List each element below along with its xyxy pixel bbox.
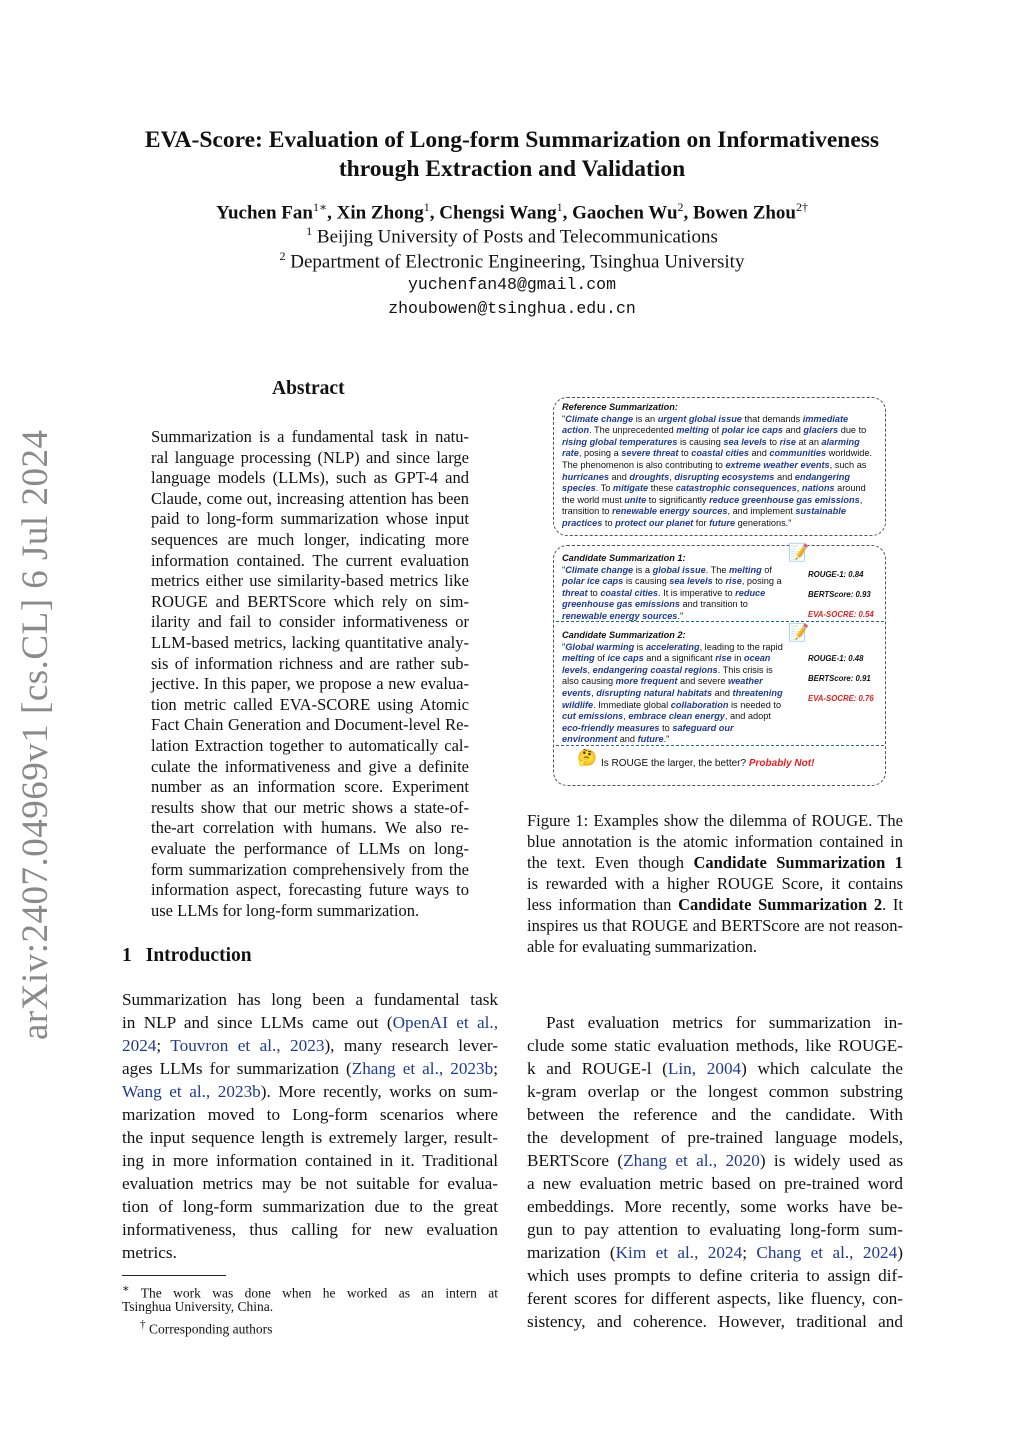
caption-line: inspires us that ROUGE and BERTScore are not reason- xyxy=(527,916,903,935)
notepad-icon: 📝 xyxy=(788,623,810,642)
affiliation-2 xyxy=(0,249,1024,273)
citation-link[interactable]: Chang et al., 2024 xyxy=(756,1243,898,1262)
abstract-line: information aspect, forecasting future ways to xyxy=(151,880,469,900)
body-line: ferent scores for different aspects, like fluency, con- xyxy=(527,1289,903,1308)
body-line xyxy=(527,1057,903,1080)
intro-line: metrics. xyxy=(122,1243,177,1262)
question-answer: Probably Not! xyxy=(748,758,815,769)
question-text: Is ROUGE the larger, the better? xyxy=(601,758,747,769)
affiliation-text: Beijing University of Posts and Telecommunications xyxy=(316,226,718,248)
question-separator xyxy=(556,745,884,746)
caption-line: is rewarded with a higher ROUGE Score, it contains xyxy=(527,874,903,893)
citation-link[interactable]: Wang et al., 2023b xyxy=(122,1082,261,1101)
candidate-separator xyxy=(556,621,884,622)
affiliation-sup: 1 xyxy=(306,224,313,238)
text-run: ) which calculate the xyxy=(741,1059,903,1078)
footnote-rule xyxy=(122,1275,226,1276)
c1-eva-score: EVA-SOCRE: 0.54 xyxy=(808,610,874,619)
abstract-line: jective. In this paper, we propose a new evalua- xyxy=(151,674,469,694)
text-run: marization ( xyxy=(527,1243,616,1262)
text-run: ) is widely used as xyxy=(759,1151,904,1170)
c2-eva-score: EVA-SOCRE: 0.76 xyxy=(808,694,874,703)
section-number: 1 xyxy=(122,945,132,966)
arxiv-identifier: arXiv:2407.04969v1 [cs.CL] 6 Jul 2024 xyxy=(15,429,56,1040)
abstract-line: ROUGE and BERTScore which rely on sim- xyxy=(151,591,469,611)
author-name: Yuchen Fan xyxy=(215,202,313,224)
caption-line xyxy=(527,894,903,915)
citation-link[interactable]: Lin, 2004 xyxy=(667,1059,742,1078)
footnote-mark: † xyxy=(140,1319,146,1331)
citation-link[interactable]: Zhang et al., 2023b xyxy=(351,1059,494,1078)
reference-text xyxy=(562,402,880,530)
intro-line xyxy=(122,1080,498,1103)
body-line xyxy=(527,1149,903,1172)
section-title: Introduction xyxy=(145,945,252,966)
citation-link[interactable]: OpenAI et al., xyxy=(392,1013,498,1032)
c2-bertscore: BERTScore: 0.91 xyxy=(808,674,871,683)
text-run: the text. Even though xyxy=(527,853,694,872)
abstract-line: tion metric called EVA-SCORE using Atomic xyxy=(151,694,469,714)
intro-line xyxy=(122,1011,498,1034)
candidate-1-label: Candidate Summarization 1: xyxy=(562,553,686,563)
paper-title xyxy=(0,126,1024,184)
author-name: Gaochen Wu xyxy=(572,202,678,224)
citation-link[interactable]: Kim et al., 2024 xyxy=(615,1243,743,1262)
intro-line: ing in more information contained in it. Traditional xyxy=(122,1151,498,1170)
body-line: Past evaluation metrics for summarization in- xyxy=(546,1013,903,1032)
citation-link[interactable]: 2024 xyxy=(122,1036,157,1055)
intro-line: tion of long-form summarization due to the great xyxy=(122,1197,498,1216)
abstract-line: Summarization is a fundamental task in natu- xyxy=(151,427,469,446)
body-line: a new evaluation metric based on pre-trained word xyxy=(527,1174,903,1193)
author-name: Chengsi Wang xyxy=(439,202,557,224)
footnote-1-cont: Tsinghua University, China. xyxy=(122,1299,274,1314)
abstract-line: lation Extraction together to automatically cal- xyxy=(151,736,469,755)
abstract-line: number as an information score. Experiment xyxy=(151,777,469,797)
abstract-line: Claude, come out, increasing attention has been xyxy=(151,488,469,508)
text-run: ) xyxy=(897,1243,903,1262)
body-line: sistency, and coherence. However, traditional and xyxy=(527,1312,903,1331)
text-run: ; xyxy=(493,1059,498,1078)
bold-term: Candidate Summarization 1 xyxy=(693,853,903,872)
caption-line xyxy=(527,852,903,873)
author-sup: 1 xyxy=(556,200,563,214)
body-line: gun to pay attention to evaluating long-form sum- xyxy=(527,1220,903,1239)
text-run: less information than xyxy=(527,895,679,914)
c1-bertscore: BERTScore: 0.93 xyxy=(808,590,871,599)
title-line-1: EVA-Score: Evaluation of Long-form Summarization on Informativeness xyxy=(144,127,880,153)
body-line: k-gram overlap or the longest common substring xyxy=(527,1082,903,1101)
intro-line: Summarization has long been a fundamental task xyxy=(122,990,498,1009)
email-1[interactable]: yuchenfan48@gmail.com xyxy=(408,275,616,294)
title-line-2: through Extraction and Validation xyxy=(338,156,686,182)
author-sup: 2 xyxy=(677,200,684,214)
text-run: ; xyxy=(742,1243,757,1262)
text-run: in NLP and since LLMs came out ( xyxy=(122,1013,393,1032)
author-list: Yuchen Fan$^{1∗}$, Xin Zhong$^1$, Chengsi Wang$^1$, Gaochen Wu$^2$, Bowen Zhou$^{2\dagger}$ xyxy=(215,200,808,224)
text-run: k and ROUGE-l ( xyxy=(527,1059,668,1078)
author-sup: 1∗ xyxy=(312,200,328,214)
abstract-line: culate the informativeness and give a definite xyxy=(151,756,469,776)
c1-rouge-score: ROUGE-1: 0.84 xyxy=(808,570,864,579)
footnote-mark: ∗ xyxy=(122,1283,130,1295)
text-run: ). More recently, works on sum- xyxy=(260,1082,498,1101)
abstract-line: sis of information richness and are rather sub- xyxy=(151,653,469,673)
intro-line xyxy=(122,1034,498,1057)
c2-rouge-score: ROUGE-1: 0.48 xyxy=(808,654,864,663)
caption-line: able for evaluating summarization. xyxy=(527,937,758,956)
author-sup: 2† xyxy=(796,200,808,214)
candidate-2-text xyxy=(562,630,788,746)
footnote-text: The work was done when he worked as an intern at xyxy=(140,1285,498,1301)
body-line: the development of pre-trained language models, xyxy=(527,1128,903,1147)
abstract-line: language models (LLMs), such as GPT-4 and xyxy=(151,468,469,488)
candidate-2-label: Candidate Summarization 2: xyxy=(562,630,686,640)
text-run: ages LLMs for summarization ( xyxy=(122,1059,352,1078)
text-run: ; xyxy=(156,1036,171,1055)
bold-term: Candidate Summarization 2 xyxy=(678,895,883,914)
rouge-question xyxy=(601,758,814,770)
candidate-2-passage: "Global warming is accelerating, leading to the rapid melting of ice caps and a significant rise in ocean levels, endangering coastal regions. This crisis is also causing more frequent and severe weather events, disrupting natural habitats and threatening wildlife. Immediate global collaboration is needed to cut emissions, embrace clean energy, and adopt eco-friendly measures to safeguard our environment and future." xyxy=(562,641,783,745)
caption-line: Figure 1: Examples show the dilemma of ROUGE. The xyxy=(527,811,903,830)
abstract-line: the-art correlation with humans. We also re- xyxy=(151,818,469,838)
abstract-line: Fact Chain Generation and Document-level Re- xyxy=(151,715,469,735)
affiliation-1 xyxy=(0,224,1024,248)
body-line: between the reference and the candidate. With xyxy=(527,1105,903,1124)
author-name: Bowen Zhou xyxy=(693,202,796,224)
reference-passage: "Climate change is an urgent global issue that demands immediate action. The unprecedented melting of polar ice caps and glaciers due to rising global temperatures is causing sea levels to rise at an alarming rate, posing a severe threat to coastal cities and communities worldwide. The phenomenon is also contributing to extreme weather events, such as hurricanes and droughts, disrupting ecosystems and endangering species. To mitigate these catastrophic consequences, nations around the world must unite to significantly reduce greenhouse gas emissions, transition to renewable energy sources, and implement sustainable practices to protect our planet for future generations." xyxy=(562,413,873,528)
affiliation-sup: 2 xyxy=(279,249,286,263)
intro-line: evaluation metrics may be not suitable for evalua- xyxy=(122,1174,498,1193)
affiliation-text: Department of Electronic Engineering, Tsinghua University xyxy=(290,251,745,273)
section-heading xyxy=(122,945,252,967)
intro-line: the input sequence length is extremely larger, result- xyxy=(122,1128,498,1147)
abstract-heading: Abstract xyxy=(272,378,345,399)
abstract-line: LLM-based metrics, lacking quantitative analy- xyxy=(151,633,469,652)
body-line: which uses prompts to define criteria to assign dif- xyxy=(527,1266,903,1285)
email-2[interactable]: zhoubowen@tsinghua.edu.cn xyxy=(388,299,636,318)
author-sup: 1 xyxy=(423,200,430,214)
intro-line: marization moved to Long-form scenarios where xyxy=(122,1105,498,1124)
abstract-line: results show that our metric shows a state-of- xyxy=(151,797,469,817)
text-run: . It xyxy=(882,895,903,914)
caption-line: blue annotation is the atomic information contained in xyxy=(527,832,903,851)
citation-link[interactable]: Touvron et al., 2023 xyxy=(170,1036,325,1055)
footnote-2 xyxy=(140,1316,272,1339)
citation-link[interactable]: Zhang et al., 2020 xyxy=(623,1151,760,1170)
footnote-text: Corresponding authors xyxy=(149,1321,273,1337)
text-run: ), many research lever- xyxy=(324,1036,498,1055)
notepad-icon: 📝 xyxy=(788,543,810,562)
candidate-1-passage: "Climate change is a global issue. The melting of polar ice caps is causing sea levels to rise, posing a threat to coastal cities. It is imperative to reduce greenhouse gas emissions and transition to renewable energy sources." xyxy=(562,564,782,621)
intro-line: informativeness, thus calling for new evaluation xyxy=(122,1220,498,1239)
abstract-line: ral language processing (NLP) and since large xyxy=(151,447,469,467)
intro-line xyxy=(122,1057,498,1080)
abstract-line: form summarization comprehensively from the xyxy=(151,859,469,879)
author-name: Xin Zhong xyxy=(336,202,424,224)
text-run: BERTScore ( xyxy=(527,1151,624,1170)
reference-label: Reference Summarization: xyxy=(562,402,678,412)
body-line: clude some static evaluation methods, like ROUGE- xyxy=(527,1036,903,1055)
abstract-line: sequences are much longer, indicating more xyxy=(151,530,469,549)
candidate-1-text xyxy=(562,553,788,623)
body-line xyxy=(527,1241,903,1264)
abstract-line: use LLMs for long-form summarization. xyxy=(151,900,420,920)
abstract-line: ilarity and fail to consider informativeness or xyxy=(151,612,469,632)
abstract-line: evaluate the performance of LLMs on long- xyxy=(151,839,469,858)
body-line: embeddings. More recently, some works have be- xyxy=(527,1197,903,1216)
abstract-line: paid to long-form summarization whose input xyxy=(151,509,469,529)
abstract-line: information contained. The current evaluation xyxy=(151,550,469,570)
abstract-line: metrics either use similarity-based metrics like xyxy=(151,571,469,591)
thinking-face-icon: 🤔 xyxy=(577,750,597,767)
